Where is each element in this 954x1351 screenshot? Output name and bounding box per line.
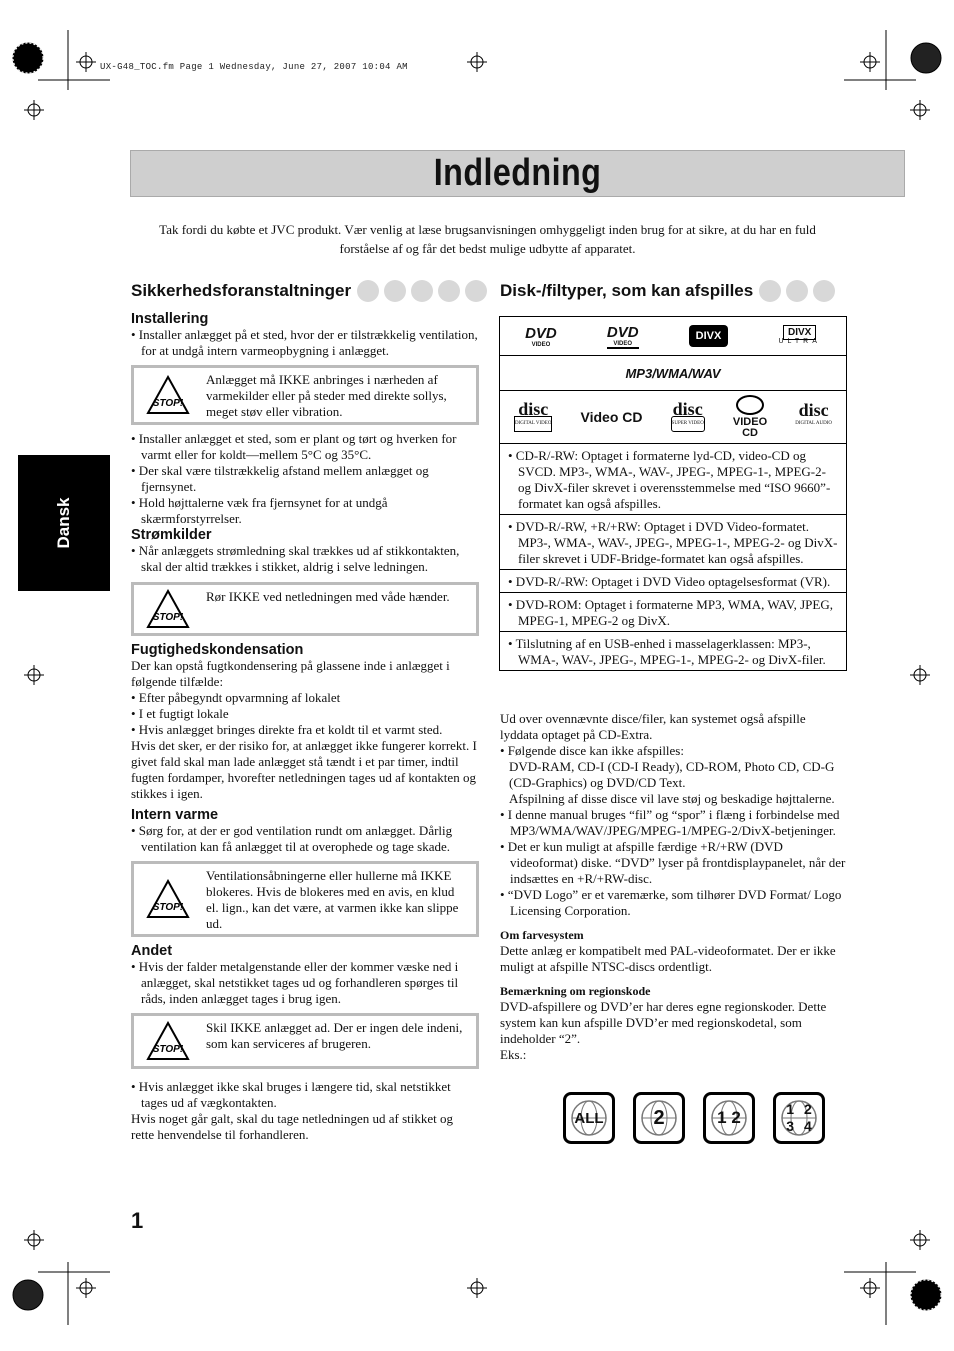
region-badge-label: 1 2 xyxy=(717,1108,741,1127)
logo-row-dvd xyxy=(500,317,846,355)
title-bar xyxy=(130,150,905,197)
list-subitem: DVD-RAM, CD-I (CD-I Ready), CD-ROM, Photo CD, CD-G (CD-Graphics) og DVD/CD Text. xyxy=(509,759,835,790)
list-item: • Der skal være tilstrækkelig afstand mellem anlægget og fjernsynet. xyxy=(131,463,429,494)
subheading-intern-varme: Intern varme xyxy=(131,807,219,823)
list-item: • Hvis anlægget ikke skal bruges i længere tid, skal netstikket tages ud af vægkontakten. xyxy=(131,1079,451,1110)
list-item: • “DVD Logo” er et varemærke, som tilhører DVD Format/ Logo Licensing Corporation. xyxy=(500,887,842,918)
region-badge-1-2 xyxy=(703,1092,755,1144)
section-heading-safety xyxy=(131,280,479,302)
right-body xyxy=(500,711,846,1063)
compact-disc-digital-audio-logo: disc DIGITAL AUDIO xyxy=(795,400,832,426)
region-badge-2 xyxy=(633,1092,685,1144)
paragraph: Ud over ovennævnte disce/filer, kan systemet også afspille lyddata optaget på CD-Extra. xyxy=(500,711,806,742)
stop-hand-icon xyxy=(134,368,202,422)
section-heading-text: Sikkerhedsforanstaltninger xyxy=(131,281,352,300)
region-badge-label: 1 2 3 4 xyxy=(786,1101,812,1134)
list-item: • Installer anlægget på et sted, hvor der er tilstrækkelig ventilation, for at undgå intern varmeopbygning i anlægget. xyxy=(131,327,478,358)
video-cd-logo: Video CD xyxy=(580,409,643,425)
logo-row-cd xyxy=(500,390,846,443)
list-item: • Installer anlægget et sted, som er plant og tørt og hverken for varmt eller for koldt—mellem 5°C og 35°C. xyxy=(131,431,457,462)
warning-box xyxy=(131,861,479,937)
list-item: • Hvis der falder metalgenstande eller der kommer væske ned i anlægget, skal netstikket tages ud og forhandleren spørges til råds, inden anlægget tages i brug igen. xyxy=(131,959,459,1006)
stop-hand-icon xyxy=(134,864,202,934)
stop-hand-icon xyxy=(134,1016,202,1066)
list-item: • I et fugtigt lokale xyxy=(131,706,229,721)
svg-text:STOP!: STOP! xyxy=(152,902,184,913)
list-item: • Efter påbegyndt opvarmning af lokalet xyxy=(131,690,341,705)
section-heading-disc-types xyxy=(500,280,835,302)
heading-dots xyxy=(357,280,487,302)
video-cd-disc-logo: VIDEO CD xyxy=(733,395,767,439)
divx-ultra-logo: DIVX ULTRA xyxy=(778,327,821,345)
region-badges xyxy=(563,1092,825,1144)
region-badge-label: 2 xyxy=(653,1106,665,1129)
list-item: • I denne manual bruges “fil” og “spor” i flæng i forbindelse med MP3/WMA/WAV/JPEG/MPEG-1/MPEG-2/DivX-betjeninger. xyxy=(500,807,840,838)
svg-text:STOP!: STOP! xyxy=(152,1044,184,1055)
paragraph: Hvis noget går galt, skal du tage netledningen ud af stikket og rette henvendelse til forhandleren. xyxy=(131,1111,454,1142)
list-item: • Når anlæggets strømledning skal trækkes ud af stikkontakten, skal der altid trækkes i stikket, aldrig i selve ledningen. xyxy=(131,543,460,574)
dvd-video-logo: DVD VIDEO xyxy=(525,324,557,348)
heading-dots xyxy=(759,280,835,302)
file-header: UX-G48_TOC.fm Page 1 Wednesday, June 27, 2007 10:04 AM xyxy=(100,62,408,72)
page-title: Indledning xyxy=(433,152,602,194)
subheading-installering: Installering xyxy=(131,311,209,327)
svg-text:STOP!: STOP! xyxy=(152,398,184,409)
subheading-andet: Andet xyxy=(131,943,173,959)
table-row: • Tilslutning af en USB-enhed i masselagerklassen: MP3-, WMA-, WAV-, JPEG-, MPEG-1-, MPEG-2- og DivX-filer. xyxy=(508,636,826,667)
warning-text: Ventilationsåbningerne eller hullerne må IKKE blokeres. Hvis de blokeres med en avis, en klud el. lign., kan det være, at varmen ikke kan slippe ud. xyxy=(206,868,459,931)
warning-box xyxy=(131,365,479,425)
warning-box xyxy=(131,582,479,636)
example-label: Eks.: xyxy=(500,1047,527,1062)
left-column xyxy=(131,280,479,1143)
list-item: • Hvis anlægget bringes direkte fra et koldt til et varmt sted. xyxy=(131,722,443,737)
region-badge-1-2-3-4 xyxy=(773,1092,825,1144)
subheading-stromkilder: Strømkilder xyxy=(131,527,212,543)
svg-text:STOP!: STOP! xyxy=(152,612,184,623)
warning-text: Rør IKKE ved netledningen med våde hænder. xyxy=(206,589,450,604)
table-row: • CD-R/-RW: Optaget i formaterne lyd-CD, video-CD og SVCD. MP3-, WMA-, WAV-, JPEG-, MPEG-1-, MPEG-2- og DivX-filer skrevet i overensstemmelse med “ISO 9660”-formatet kan også afspilles. xyxy=(508,448,831,511)
warning-text: Skil IKKE anlægget ad. Der er ingen dele indeni, som kan serviceres af brugeren. xyxy=(206,1020,463,1051)
divx-logo: DIVX xyxy=(689,325,729,347)
table-row: • DVD-ROM: Optaget i formaterne MP3, WMA, WAV, JPEG, MPEG-1, MPEG-2 og DivX. xyxy=(508,597,833,628)
table-row: • DVD-R/-RW: Optaget i DVD Video optagelsesformat (VR). xyxy=(508,574,831,589)
table-row: • DVD-R/-RW, +R/+RW: Optaget i DVD Video-formatet. MP3-, WMA-, WAV-, JPEG-, MPEG-1-, MPEG-2- og DivX-filer skrevet i UDF-Bridge-formatet kan også afspilles. xyxy=(508,519,838,566)
mp3-wma-wav-label: MP3/WMA/WAV xyxy=(625,365,721,381)
list-item: • Følgende disce kan ikke afspilles: xyxy=(500,743,684,758)
subheading-farvesystem: Om farvesystem xyxy=(500,928,584,942)
region-badge-label: ALL xyxy=(574,1109,604,1127)
paragraph: Dette anlæg er kompatibelt med PAL-videoformatet. Der er ikke muligt at afspille NTSC-discs ordentligt. xyxy=(500,943,836,974)
paragraph: DVD-afspillere og DVD’er har deres egne regionskoder. Dette system kan kun afspille DVD’er med regionskodetal, som indeholder “2”. xyxy=(500,999,827,1046)
logo-row-mp3 xyxy=(500,355,846,390)
language-tab xyxy=(18,455,110,591)
compact-disc-digital-video-logo: disc DIGITAL VIDEO xyxy=(514,402,552,432)
warning-box xyxy=(131,1013,479,1069)
language-tab-label: Dansk xyxy=(54,497,73,549)
list-item: • Det er kun muligt at afspille færdige +R/+RW (DVD videoformat) diske. “DVD” lyser på frontdisplaypanelet, når der indsættes en +R/+RW-disc. xyxy=(500,839,846,886)
subheading-regionskode: Bemærkning om regionskode xyxy=(500,984,651,998)
page-number: 1 xyxy=(131,1208,144,1233)
stop-hand-icon xyxy=(134,585,202,633)
list-subitem: Afspilning af disse disce vil lave støj og beskadige højttalerne. xyxy=(509,791,835,806)
compact-disc-super-video-logo: disc SUPER VIDEO xyxy=(671,402,705,432)
list-item: • Hold højttalerne væk fra fjernsynet for at undgå skærmforstyrrelser. xyxy=(131,495,388,526)
intro-text: Tak fordi du købte et JVC produkt. Vær venlig at læse brugsanvisningen omhyggeligt inden brug for at sikre, at du har en fuld forståelse af og får det bedst mulige udbytte af apparatet. xyxy=(159,222,816,256)
dvd-video-logo: DVD VIDEO xyxy=(606,323,639,347)
region-badge-all xyxy=(563,1092,615,1144)
warning-text: Anlægget må IKKE anbringes i nærheden af varmekilder eller på steder med direkte sollys, meget støv eller vibration. xyxy=(206,372,447,419)
disc-types-table xyxy=(499,316,847,671)
subheading-fugt: Fugtighedskondensation xyxy=(131,642,304,658)
paragraph: Der kan opstå fugtkondensering på glassene inde i anlægget i følgende tilfælde: xyxy=(131,658,450,689)
list-item: • Sørg for, at der er god ventilation rundt om anlægget. Dårlig ventilation kan få anlægget til at overophede og tage skade. xyxy=(131,823,453,854)
section-heading-text: Disk-/filtyper, som kan afspilles xyxy=(500,281,754,300)
paragraph: Hvis det sker, er der risiko for, at anlægget ikke fungerer korrekt. I givet fald skal man lade anlægget stå tændt i et par timer, indtil fugten fordamper, hvorefter netledningen tages ud af kontakten og stikkes i igen. xyxy=(131,738,477,801)
